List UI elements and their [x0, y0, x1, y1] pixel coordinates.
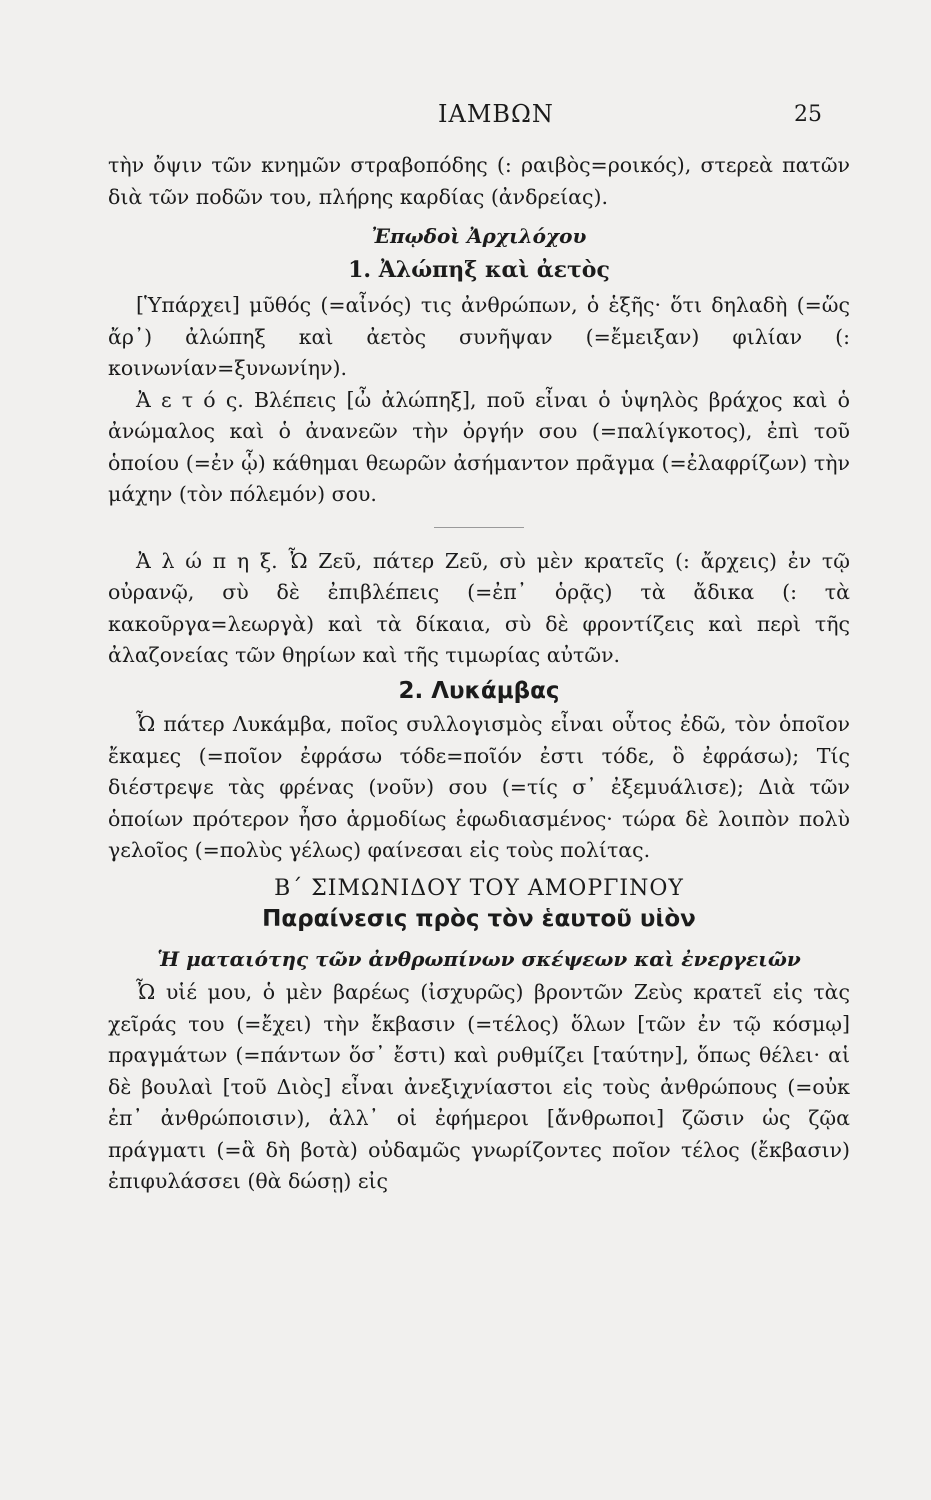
chapter-subtitle: Παραίνεσις πρὸς τὸν ἑαυτοῦ υἱὸν	[262, 906, 696, 932]
page-header	[0, 100, 931, 136]
poem3-title: Ἡ ματαιότης τῶν ἀνθρωπίνων σκέψεων καὶ ἐνεργειῶν	[157, 946, 801, 971]
chapter-title: Β΄ ΣΙΜΩΝΙΔΟΥ ΤΟΥ ΑΜΟΡΓΙΝΟΥ	[274, 875, 684, 901]
poem1-paragraph-2: Ἀ ε τ ό ς. Βλέπεις [ὦ ἀλώπηξ], ποῦ εἶναι ὁ ὑψηλὸς βράχος καὶ ὁ ἀνώμαλος καὶ ὁ ἀνανεῶν τὴν ὀργήν σου (=παλίγκοτος), ἐπὶ τοῦ ὁποίου (=ἐν ᾧ) κάθημαι θεωρῶν ἀσήμαντον πρᾶγμα (=ἐλαφρίζων) τὴν μάχην (τὸν πόλεμόν) σου.	[108, 387, 850, 506]
page-content	[108, 150, 850, 1198]
section-divider	[434, 527, 524, 528]
section-title: Ἐπῳδοὶ Ἀρχιλόχου	[371, 224, 587, 248]
poem2-paragraph: Ὦ πάτερ Λυκάμβα, ποῖος συλλογισμὸς εἶναι οὗτος ἐδῶ, τὸν ὁποῖον ἔκαμες (=ποῖον ἐφράσω τόδε=ποῖόν ἐστι τόδε, ὃ ἐφράσω); Τίς διέστρεψε τὰς φρένας (νοῦν) σου (=τίς σ᾽ ἐξεμυάλισε); Διὰ τῶν ὁποίων πρότερον ἦσο ἁρμοδίως ἐφωδιασμένος· τώρα δὲ λοιπὸν πολὺ γελοῖος (=πολὺς γέλως) φαίνεσαι εἰς τοὺς πολίτας.	[108, 712, 850, 862]
page-number: 25	[794, 102, 822, 127]
poem1-title: 1. Ἀλώπηξ καὶ ἀετὸς	[348, 256, 610, 283]
running-head: ΙΑΜΒΩΝ	[438, 100, 554, 128]
poem3-paragraph: Ὦ υἱέ μου, ὁ μὲν βαρέως (ἰσχυρῶς) βροντῶν Ζεὺς κρατεῖ εἰς τὰς χεῖράς του (=ἔχει) τὴν ἔκβασιν (=τέλος) ὅλων [τῶν ἐν τῷ κόσμῳ] πραγμάτων (=πάντων ὅσ᾽ ἔστι) καὶ ρυθμίζει [ταύτην], ὅπως θέλει· αἱ δὲ βουλαὶ [τοῦ Διὸς] εἶναι ἀνεξιχνίαστοι εἰς τοὺς ἀνθρώπους (=οὐκ ἐπ᾽ ἀνθρώποισιν), ἀλλ᾽ οἱ ἐφήμεροι [ἄνθρωποι] ζῶσιν ὡς ζῷα πράγματι (=ἃ δὴ βοτὰ) οὐδαμῶς γνωρίζοντες ποῖον τέλος (ἔκβασιν) ἐπιφυλάσσει (θὰ δώσῃ) εἰς	[108, 980, 850, 1193]
poem1-paragraph-1: [Ὑπάρχει] μῦθός (=αἶνός) τις ἀνθρώπων, ὁ ἑξῆς· ὅτι δηλαδὴ (=ὥς ἄρ᾽) ἀλώπηξ καὶ ἀετὸς συνῆψαν (=ἔμειξαν) φιλίαν (: κοινωνίαν=ξυνωνίην).	[108, 293, 850, 380]
intro-paragraph: τὴν ὄψιν τῶν κνημῶν στραβοπόδης (: ραιβὸς=ροικός), στερεὰ πατῶν διὰ τῶν ποδῶν του, πλήρης καρδίας (ἀνδρείας).	[108, 153, 850, 209]
poem2-title: 2. Λυκάμβας	[398, 677, 560, 704]
poem1-paragraph-3: Ἀ λ ώ π η ξ. Ὦ Ζεῦ, πάτερ Ζεῦ, σὺ μὲν κρατεῖς (: ἄρχεις) ἐν τῷ οὐρανῷ, σὺ δὲ ἐπιβλέπεις (=ἐπ᾽ ὁρᾷς) τὰ ἄδικα (: τὰ κακοῦργα=λεωργὰ) καὶ τὰ δίκαια, σὺ δὲ φροντίζεις καὶ περὶ τῆς ἀλαζονείας τῶν θηρίων καὶ τῆς τιμωρίας αὐτῶν.	[108, 548, 850, 667]
